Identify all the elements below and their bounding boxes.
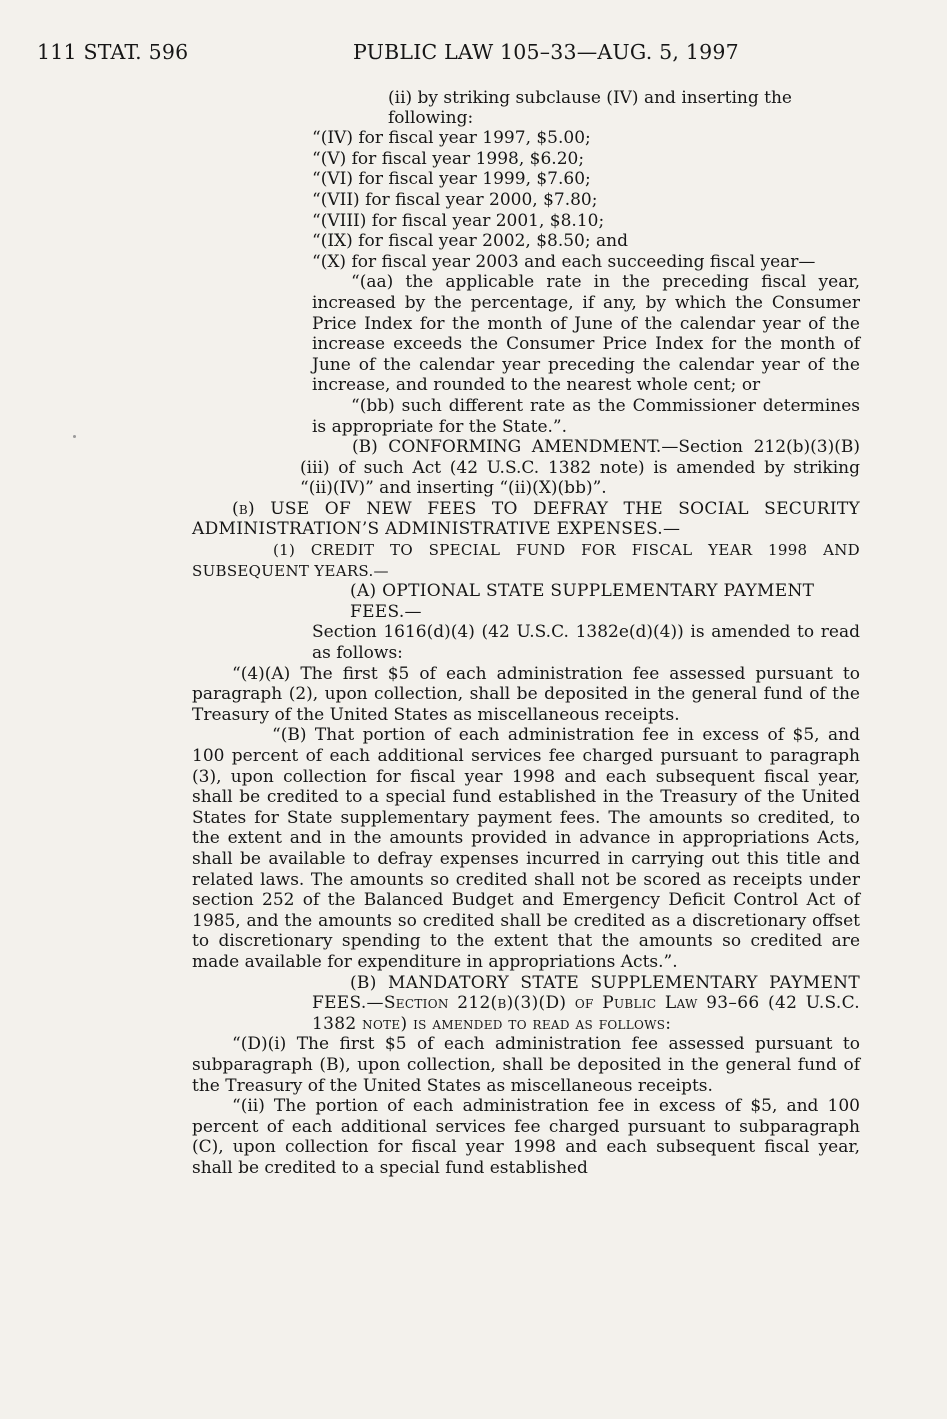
item-ix: “(IX) for fiscal year 2002, $8.50; and bbox=[312, 231, 628, 252]
item-iv: “(IV) for fiscal year 1997, $5.00; bbox=[312, 128, 591, 149]
para-a-optional-heading: (A) OPTIONAL STATE SUPPLEMENTARY PAYMENT FEES.— bbox=[350, 581, 815, 622]
scan-speck bbox=[73, 435, 76, 438]
para-b-conforming: (B) CONFORMING AMENDMENT.—Section 212(b)(3)(B)(iii) of such Act (42 U.S.C. 1382 note) is amended by striking “(ii)(IV)” and inserting “(ii)(X)(bb)”. bbox=[300, 437, 860, 499]
statute-page-number: 111 STAT. 596 bbox=[37, 40, 189, 64]
item-aa: “(aa) the applicable rate in the preceding fiscal year, increased by the percentage, if any, by which the Consumer Price Index for the month of June of the calendar year of the increase exceeds the Consumer Price Index for the month of June of the calendar year preceding the calendar year of the increase, and rounded to the nearest whole cent; or bbox=[312, 272, 860, 396]
quoted-d-i: “(D)(i) The first $5 of each administration fee assessed pursuant to subparagraph (B), upon collection, shall be deposited in the general fund of the Treasury of the United States as miscellaneous receipts. bbox=[192, 1034, 860, 1096]
para-1-credit-heading: (1) CREDIT TO SPECIAL FUND FOR FISCAL YEAR 1998 AND SUBSEQUENT YEARS.— bbox=[192, 541, 860, 580]
item-x: “(X) for fiscal year 2003 and each succeeding fiscal year— bbox=[312, 251, 816, 272]
item-viii: “(VIII) for fiscal year 2001, $8.10; bbox=[312, 210, 605, 231]
para-following: following: bbox=[388, 107, 474, 128]
para-a-optional-text: Section 1616(d)(4) (42 U.S.C. 1382e(d)(4)) is amended to read as follows: bbox=[312, 622, 860, 664]
quoted-d-ii: “(ii) The portion of each administration fee in excess of $5, and 100 percent of each additional services fee charged pursuant to subparagraph (C), upon collection for fiscal year 1998 and each subsequent fiscal year, shall be credited to a special fund established bbox=[192, 1096, 860, 1178]
document-body bbox=[192, 88, 860, 1178]
item-vii: “(VII) for fiscal year 2000, $7.80; bbox=[312, 189, 598, 210]
para-ii-striking: (ii) by striking subclause (IV) and inserting the bbox=[388, 88, 792, 108]
quoted-4b: “(B) That portion of each administration fee in excess of $5, and 100 percent of each additional services fee charged pursuant to paragraph (3), upon collection for fiscal year 1998 and each subsequent fiscal year, shall be credited to a special fund established in the Treasury of the United States for State supplementary payment fees. The amounts so credited, to the extent and in the amounts provided in advance in appropriations Acts, shall be available to defray expenses incurred in carrying out this title and related laws. The amounts so credited shall not be scored as receipts under section 252 of the Balanced Budget and Emergency Deficit Control Act of 1985, and the amounts so credited shall be credited as a discretionary offset to discretionary spending to the extent that the amounts so credited are made available for expenditure in appropriations Acts.”. bbox=[192, 725, 860, 972]
item-bb: “(bb) such different rate as the Commissioner determines is appropriate for the State.”. bbox=[312, 395, 860, 437]
subsection-b-heading: (b) USE OF NEW FEES TO DEFRAY THE SOCIAL SECURITY ADMINISTRATION’S ADMINISTRATIVE EXPENSES.— bbox=[192, 498, 860, 540]
quoted-4a: “(4)(A) The first $5 of each administration fee assessed pursuant to paragraph (2), upon collection, shall be deposited in the general fund of the Treasury of the United States as miscellaneous receipts. bbox=[192, 663, 860, 725]
page-header bbox=[0, 30, 947, 74]
para-b-mandatory: (B) MANDATORY STATE SUPPLEMENTARY PAYMENT FEES.—Section 212(b)(3)(D) of Public Law 93–66 (42 U.S.C. 1382 note) is amended to read as follows: bbox=[312, 972, 860, 1034]
public-law-citation: PUBLIC LAW 105–33—AUG. 5, 1997 bbox=[353, 40, 739, 64]
item-vi: “(VI) for fiscal year 1999, $7.60; bbox=[312, 169, 591, 190]
item-v: “(V) for fiscal year 1998, $6.20; bbox=[312, 148, 585, 169]
